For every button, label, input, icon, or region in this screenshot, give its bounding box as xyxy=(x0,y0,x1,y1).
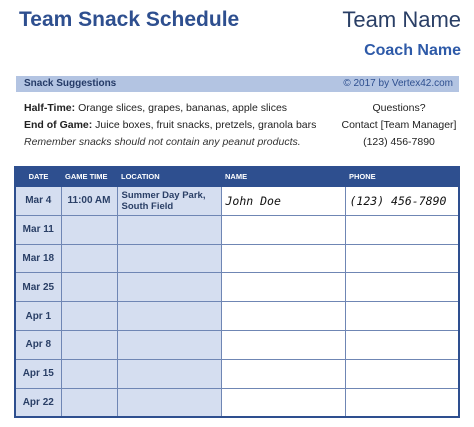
half-time-text: Orange slices, grapes, bananas, apple slices xyxy=(75,102,288,114)
location-cell[interactable] xyxy=(117,388,221,417)
header-phone: PHONE xyxy=(345,167,459,186)
location-cell[interactable] xyxy=(117,330,221,359)
location-cell[interactable]: Summer Day Park, South Field xyxy=(117,186,221,215)
table-row xyxy=(15,330,459,359)
location-cell[interactable] xyxy=(117,273,221,302)
phone-cell[interactable] xyxy=(345,273,459,302)
name-cell[interactable] xyxy=(221,330,345,359)
time-cell[interactable] xyxy=(61,302,117,331)
table-row xyxy=(15,215,459,244)
time-cell[interactable]: 11:00 AM xyxy=(61,186,117,215)
table-row xyxy=(15,302,459,331)
phone-cell[interactable] xyxy=(345,244,459,273)
contact-line: Contact [Team Manager] xyxy=(341,119,457,131)
coach-name: Coach Name xyxy=(364,42,461,59)
date-cell[interactable]: Apr 8 xyxy=(15,330,61,359)
date-cell[interactable]: Apr 22 xyxy=(15,388,61,417)
header-date: DATE xyxy=(15,167,61,186)
date-cell[interactable]: Mar 11 xyxy=(15,215,61,244)
date-cell[interactable]: Apr 15 xyxy=(15,359,61,388)
copyright-link[interactable]: © 2017 by Vertex42.com xyxy=(343,78,453,89)
page-title: Team Snack Schedule xyxy=(19,8,240,31)
name-cell[interactable] xyxy=(221,388,345,417)
location-cell[interactable] xyxy=(117,244,221,273)
snack-suggestions-bar xyxy=(16,76,459,92)
name-cell[interactable] xyxy=(221,302,345,331)
header-location: LOCATION xyxy=(117,167,221,186)
date-cell[interactable]: Mar 25 xyxy=(15,273,61,302)
table-header-row xyxy=(15,167,459,186)
peanut-reminder: Remember snacks should not contain any peanut products. xyxy=(24,136,301,148)
name-cell[interactable] xyxy=(221,244,345,273)
phone-cell[interactable]: (123) 456-7890 xyxy=(345,186,459,215)
time-cell[interactable] xyxy=(61,244,117,273)
phone-cell[interactable] xyxy=(345,302,459,331)
time-cell[interactable] xyxy=(61,273,117,302)
table-row xyxy=(15,244,459,273)
location-cell[interactable] xyxy=(117,302,221,331)
phone-cell[interactable] xyxy=(345,388,459,417)
name-cell[interactable] xyxy=(221,359,345,388)
date-cell[interactable]: Apr 1 xyxy=(15,302,61,331)
time-cell[interactable] xyxy=(61,330,117,359)
time-cell[interactable] xyxy=(61,388,117,417)
header-name: NAME xyxy=(221,167,345,186)
contact-phone: (123) 456-7890 xyxy=(363,136,435,148)
phone-cell[interactable] xyxy=(345,215,459,244)
end-game-text: Juice boxes, fruit snacks, pretzels, granola bars xyxy=(92,119,317,131)
name-cell[interactable] xyxy=(221,273,345,302)
time-cell[interactable] xyxy=(61,359,117,388)
team-name: Team Name xyxy=(342,7,461,32)
snack-suggestions-label: Snack Suggestions xyxy=(24,78,117,89)
location-cell[interactable] xyxy=(117,215,221,244)
table-row xyxy=(15,273,459,302)
questions-label: Questions? xyxy=(372,102,426,114)
end-game-line xyxy=(24,119,316,131)
table-row xyxy=(15,359,459,388)
table-row xyxy=(15,186,459,215)
header-game-time: GAME TIME xyxy=(61,167,117,186)
location-cell[interactable] xyxy=(117,359,221,388)
date-cell[interactable]: Mar 18 xyxy=(15,244,61,273)
half-time-label: Half-Time: xyxy=(24,102,76,114)
phone-cell[interactable] xyxy=(345,359,459,388)
phone-cell[interactable] xyxy=(345,330,459,359)
snack-schedule-table xyxy=(14,166,460,418)
half-time-line xyxy=(24,102,287,114)
name-cell[interactable] xyxy=(221,215,345,244)
end-game-label: End of Game: xyxy=(24,119,93,131)
name-cell[interactable]: John Doe xyxy=(221,186,345,215)
table-row xyxy=(15,388,459,417)
time-cell[interactable] xyxy=(61,215,117,244)
date-cell[interactable]: Mar 4 xyxy=(15,186,61,215)
